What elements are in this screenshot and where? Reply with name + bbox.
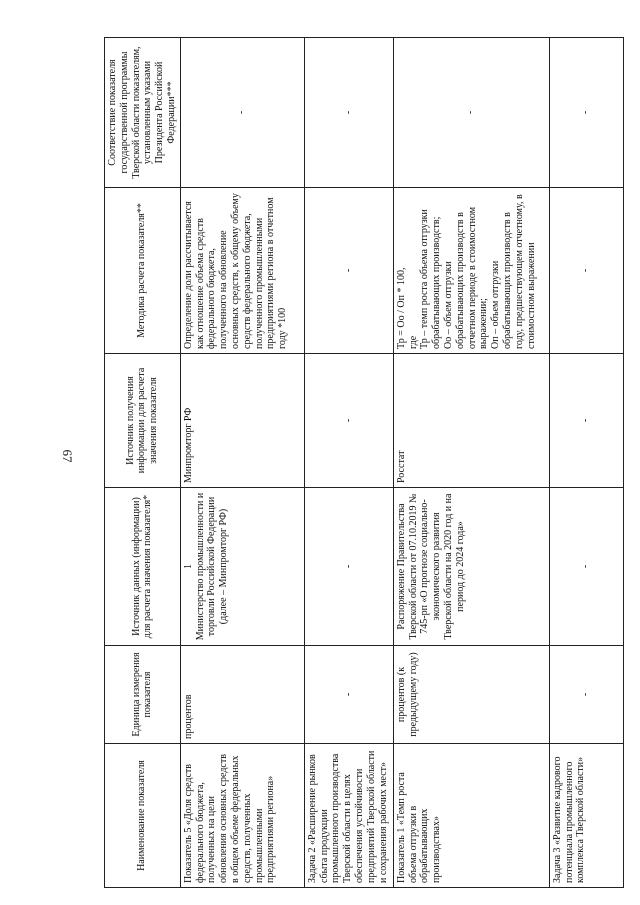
cell-task-name: Задача 2 «Расширение рынков сбыта продукции промышленного производства Тверской области в целях обеспечения устойчивости предприятий Тверской области и сохранения рабочих мест»: [304, 744, 393, 888]
cell-unit: -: [304, 646, 393, 744]
cell-info-source: -: [304, 354, 393, 488]
method-line: Оо – объем отгрузки обрабатывающих производств в отчетном периоде в стоимостном выражении;: [442, 206, 490, 349]
cell-info-source: Минпромторг РФ: [180, 354, 304, 488]
cell-compliance: -: [304, 38, 393, 188]
cell-method: -: [304, 188, 393, 354]
cell-data-source: -: [549, 488, 623, 646]
cell-info-source: Росстат: [393, 354, 549, 488]
method-line: Тр – темп роста объема отгрузки обрабатывающих производств;: [419, 209, 443, 349]
cell-unit: -: [549, 646, 623, 744]
page-number: 67: [60, 449, 75, 463]
cell-method: Определение доли рассчитывается как отношение объема средств федерального бюджета, полученного на обновление основных средств, к общему объему средств федерального бюджета, полученного промышленными предприятиями региона в отчетном году *100: [180, 188, 304, 354]
cell-info-source: -: [549, 354, 623, 488]
cell-data-source-number: 1: [182, 564, 194, 569]
table-row: [304, 38, 393, 888]
indicators-table: [104, 37, 624, 888]
cell-method: -: [549, 188, 623, 354]
cell-compliance: -: [180, 38, 304, 188]
table-row: [180, 38, 304, 888]
header-info-source: Источник получения информации для расчета значения показателя: [105, 354, 181, 488]
cell-data-source: -: [304, 488, 393, 646]
cell-data-source: Распоряжение Правительства Тверской области от 07.10.2019 № 745-рп «О прогнозе социально-экономического развития Тверской области на 2020 год и на период до 2024 года»: [393, 488, 549, 646]
header-method: Методика расчета показателя**: [105, 188, 181, 354]
cell-method: [393, 188, 549, 354]
method-where: где: [407, 335, 419, 349]
rotated-table-container: [104, 38, 614, 888]
cell-compliance: -: [393, 38, 549, 188]
cell-unit: процентов: [180, 646, 304, 744]
cell-data-source-text: Министерство промышленности и торговли Российской Федерации (далее – Минпромторг РФ): [194, 492, 230, 641]
method-line: Оп – объем отгрузки обрабатывающих производств в году, предшествующем отчетному, в стоимостном выражении: [490, 194, 537, 349]
header-compliance: Соответствие показателя государственной программы Тверской области показателям, установленным указами Президента Российской Федерации***: [105, 38, 181, 188]
cell-unit: процентов (к предыдущему году): [393, 646, 549, 744]
header-indicator-name: Наименование показателя: [105, 744, 181, 888]
cell-task-name: Задача 3 «Развитие кадрового потенциала промышленного комплекса Тверской области»: [549, 744, 623, 888]
cell-compliance: -: [549, 38, 623, 188]
header-data-source: Источник данных (информации) для расчета значения показателя*: [105, 488, 181, 646]
cell-indicator-name: Показатель 5 «Доля средств федерального бюджета, полученных на цели обновления основных средств в общем объеме федеральных средств, полученных промышленными предприятиями региона»: [180, 744, 304, 888]
method-formula: Тр = Оо / Оп * 100,: [395, 267, 407, 349]
header-unit: Единица измерения показателя: [105, 646, 181, 744]
cell-indicator-name: Показатель 1 «Темп роста объема отгрузки в обрабатывающих производствах»: [393, 744, 549, 888]
table-row: [549, 38, 623, 888]
cell-data-source: [180, 488, 304, 646]
table-row: [393, 38, 549, 888]
table-header-row: [105, 38, 181, 888]
